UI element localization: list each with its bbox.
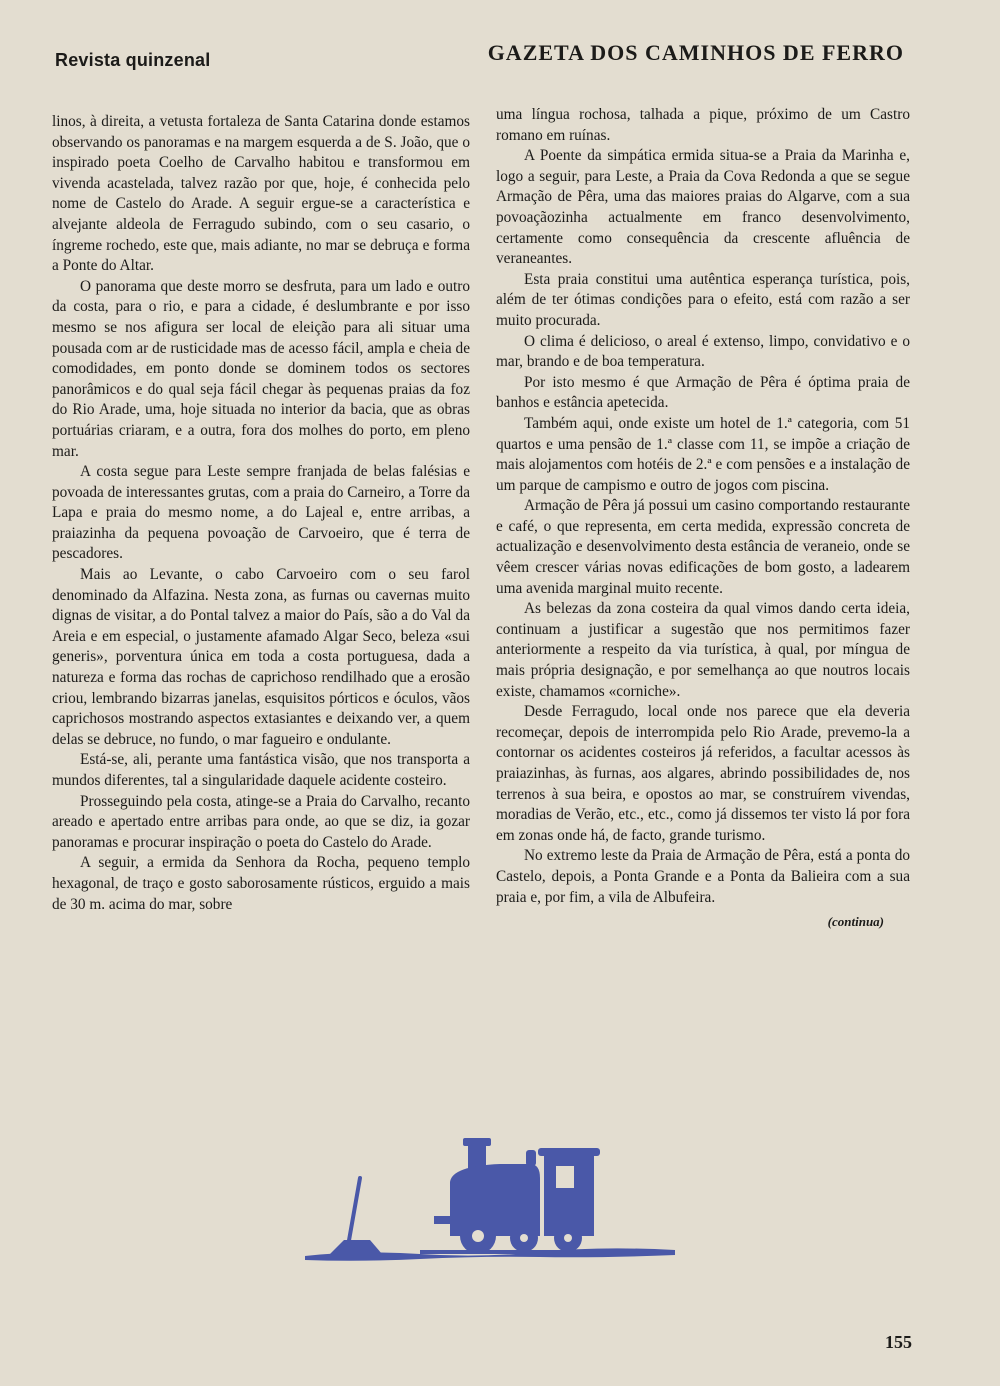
- paragraph: O panorama que deste morro se desfruta, para um lado e outro da costa, para o rio, e para a cidade, é deslumbrante e por isso mesmo se nos afigura ser local de eleição para ali situar uma pousada com ar de rusticidade mas de acesso fácil, ampla e cheia de comodidades, em ponto donde se dominem todos os sectores panorâmicos e do qual seja fácil chegar às pequenas praias da foz do Rio Arade, uma, hoje situada no interior da bacia, que as obras portuárias criaram, e a outra, fora dos molhes do porto, em pleno mar.: [52, 277, 470, 460]
- paragraph: Também aqui, onde existe um hotel de 1.ª categoria, com 51 quartos e uma pensão de 1.ª classe com 11, se impõe a criação de mais alojamentos com hotéis de 2.ª e com pensões e a instalação de um parque de campismo e outro de jogos com piscina.: [496, 414, 910, 494]
- paragraph: A costa segue para Leste sempre franjada de belas falésias e povoada de interessantes grutas, com a praia do Carneiro, a Torre da Lapa e praia do mesmo nome, a do Lajeal e, entre arribas, a praiazinha da pequena povoação de Carvoeiro, que é terra de pescadores.: [52, 463, 470, 563]
- paragraph: Armação de Pêra já possui um casino comportando restaurante e café, o que representa, em certa medida, expressão concreta de actualização e desenvolvimento desta estância de veraneio, onde se vêem crescer várias novas edificações de bom gosto, a ladearem uma avenida marginal muito recente.: [496, 497, 910, 597]
- paragraph: Prosseguindo pela costa, atinge-se a Praia do Carvalho, recanto areado e apertado entre arribas para onde, ao que se diz, ia gozar panoramas e procurar inspiração o poeta do Castelo do Arade.: [52, 792, 470, 851]
- paragraph: O clima é delicioso, o areal é extenso, limpo, convidativo e o mar, brando e de boa temperatura.: [496, 332, 910, 371]
- paragraph: Mais ao Levante, o cabo Carvoeiro com o seu farol denominado da Alfazina. Nesta zona, as furnas ou cavernas muito dignas de visitar, a do Pontal talvez a maior do País, são a do Val da Areia e em especial, o justamente afamado Algar Seco, beleza «sui generis», porventura única em toda a costa portuguesa, dada a natureza e forma das rochas de caprichoso rendilhado que a erosão criou, lembrando bizarras janelas, esquisitos pórticos e óculos, vãos caprichosos mostrando aspectos extasiantes e deixando ver, a quem delas se debruce, no fundo, o mar fagueiro e ondulante.: [52, 566, 470, 748]
- paragraph: Por isto mesmo é que Armação de Pêra é óptima praia de banhos e estância apetecida.: [496, 373, 910, 412]
- header-left-title: Revista quinzenal: [55, 50, 211, 70]
- paragraph: No extremo leste da Praia de Armação de Pêra, está a ponta do Castelo, depois, a Ponta Grande e a Ponta da Balieira com a sua praia e, por fim, a vila de Albufeira.: [496, 847, 910, 906]
- page-number: 155: [885, 1332, 912, 1352]
- text-column-right: [496, 105, 910, 933]
- paragraph: linos, à direita, a vetusta fortaleza de Santa Catarina donde estamos observando os panoramas e na margem esquerda a de S. João, que o inspirado poeta Coelho de Carvalho habitou e transformou em vivenda acastelada, talvez razão por que, hoje, é conhecida pelo nome de Castelo do Arade. A seguir ergue-se a característica e alvejante aldeola de Ferragudo subindo, com o seu casario, o íngreme rochedo, este que, mais adiante, no mar se debruça e forma a Ponte do Altar.: [52, 113, 470, 275]
- paragraph: Esta praia constitui uma autêntica esperança turística, pois, além de ter ótimas condições para o efeito, está com razão a ser muito procurada.: [496, 270, 910, 329]
- paragraph: uma língua rochosa, talhada a pique, próximo de um Castro romano em ruínas.: [496, 106, 910, 144]
- paragraph: Desde Ferragudo, local onde nos parece que ela deveria recomeçar, depois de interrompida pelo Rio Arade, prevemo-la a contornar os acidentes costeiros já referidos, a facultar acessos às praiazinhas, às furnas, aos algares, abrindo possibilidades de, nos terrenos à sua beira, e opostos ao mar, se construírem vivendas, moradias de Verão, etc., etc., como já dissemos ter visto lá por fora em zonas onde há, de facto, grande turismo.: [496, 703, 910, 844]
- header-right-title: GAZETA DOS CAMINHOS DE FERRO: [487, 40, 904, 65]
- paragraph: A seguir, a ermida da Senhora da Rocha, pequeno templo hexagonal, de traço e gosto saborosamente rústicos, erguido a mais de 30 m. acima do mar, sobre: [52, 854, 470, 913]
- paragraph: A Poente da simpática ermida situa-se a Praia da Marinha e, logo a seguir, para Leste, a Praia da Cova Redonda a que se segue Armação de Pêra, uma das maiores praias do Algarve, com a sua povoaçãozinha actualmente em franco desenvolvimento, certamente como consequência da crescente afluência de veraneantes.: [496, 147, 910, 268]
- paragraph: Está-se, ali, perante uma fantástica visão, que nos transporta a mundos diferentes, tal a singularidade daquele acidente costeiro.: [52, 751, 470, 789]
- paragraph: As belezas da zona costeira da qual vimos dando certa ideia, continuam a justificar a sugestão que nos permitimos fazer anteriormente a respeito da via turística, à qual, por míngua de mais própria designação, e por semelhança ao que noutros locais existe, chamamos «corniche».: [496, 600, 910, 700]
- text-column-left: [52, 112, 470, 915]
- steam-locomotive-icon: [300, 1128, 680, 1268]
- continua-note: (continua): [827, 914, 884, 930]
